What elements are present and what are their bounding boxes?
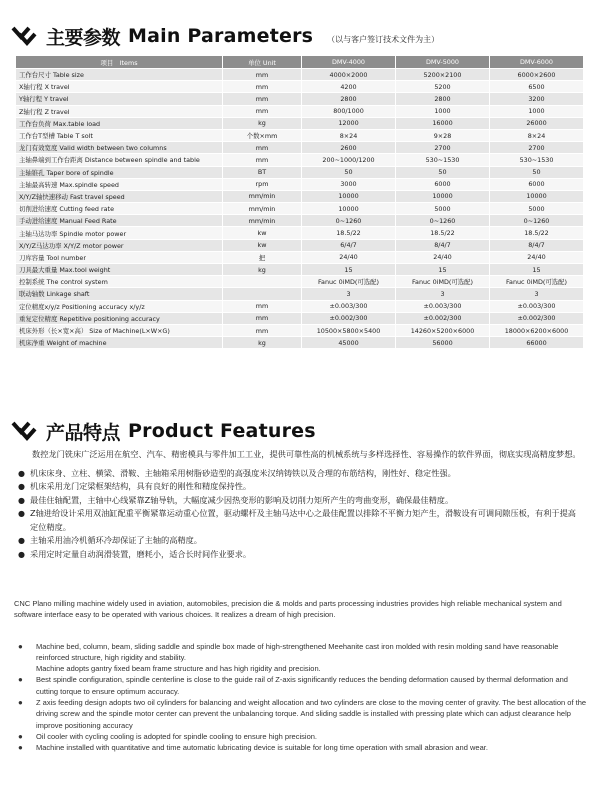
feature-text-cn: 机床床身、立柱、横梁、滑鞍、主轴箱采用树脂砂造型的高强度米汉纳铸铁以及合理的布筋结构，刚性好、稳定性强。	[30, 467, 456, 478]
table-cell: 15	[396, 264, 490, 276]
table-row	[16, 117, 584, 129]
table-cell	[223, 288, 302, 300]
list-item	[14, 534, 584, 548]
table-cell: rpm	[223, 178, 302, 190]
table-header-row	[16, 56, 584, 69]
table-cell: ±0.002/300	[302, 312, 396, 324]
bullet-icon: ●	[18, 641, 23, 651]
table-cell: 18.5/22	[396, 227, 490, 239]
table-cell: 45000	[302, 337, 396, 349]
table-cell: mm	[223, 81, 302, 93]
row-label: 定位精度x/y/z Positioning accuracy x/y/z	[16, 300, 223, 312]
table-row	[16, 81, 584, 93]
row-label: X/Y/Z轴快速移动 Fast travel speed	[16, 190, 223, 202]
table-cell: 把	[223, 251, 302, 263]
table-row	[16, 337, 584, 349]
table-cell: 0~1260	[396, 215, 490, 227]
table-cell: 6/4/7	[302, 239, 396, 251]
table-cell: mm/min	[223, 190, 302, 202]
table-row	[16, 264, 584, 276]
table-cell: mm	[223, 324, 302, 336]
row-label: 刀具最大重量 Max.tool weight	[16, 264, 223, 276]
params-table	[15, 55, 584, 349]
feature-text-cn: Z轴进给设计采用双油缸配重平衡紧靠运动重心位置，驱动螺杆及主轴马达中心之最佳配置以排除不平衡力矩产生，滑鞍设有可调间隙压板，有利于提高定位精度。	[30, 508, 576, 532]
feature-text-cn: 最佳住轴配置，主轴中心线紧靠Z轴导轨，大幅度减少因热变形的影响及切削力矩所产生的弯曲变形，确保最佳精度。	[30, 494, 454, 505]
table-cell: 24/40	[396, 251, 490, 263]
bullet-icon: ●	[18, 675, 23, 685]
table-cell	[223, 276, 302, 288]
bullet-icon: ●	[18, 743, 23, 753]
table-cell: 1000	[396, 105, 490, 117]
features-cn	[14, 448, 584, 561]
table-cell: 3200	[490, 93, 584, 105]
table-row	[16, 190, 584, 202]
chevron-down-icon	[10, 25, 40, 47]
table-cell: mm	[223, 105, 302, 117]
table-cell: mm	[223, 69, 302, 81]
table-cell: 3000	[302, 178, 396, 190]
feature-text-en: Z axis feeding design adopts two oil cylinders for balancing and weight allocation and two cylinders are close to the moving center of gravity. The best allocation of the driving screw and the spindle motor center can prevent the unbalancing torque. And sliding saddle is installed with pressing plate which can adjust clearance help improve positioning accuracy	[36, 698, 587, 730]
table-row	[16, 105, 584, 117]
table-body	[16, 69, 584, 349]
feature-text-cn: 采用定时定量自动润滑装置，磨耗小，适合长时间作业要求。	[30, 548, 252, 559]
column-header: DMV-5000	[396, 56, 490, 69]
table-cell: 4200	[302, 81, 396, 93]
feature-text-en: Machine installed with quantitative and time automatic lubricating device is suitable for long time operation with small abrasion and wear.	[36, 743, 488, 753]
table-cell: 26000	[490, 117, 584, 129]
table-cell: 5200×2100	[396, 69, 490, 81]
table-cell: 10000	[396, 190, 490, 202]
bullet-icon: ●	[18, 468, 25, 478]
table-cell: 15	[302, 264, 396, 276]
table-cell: mm	[223, 154, 302, 166]
table-cell: 5200	[396, 81, 490, 93]
features-title-cn: 产品特点	[46, 421, 121, 444]
features-title-en: Product Features	[128, 420, 316, 442]
row-label: 主轴最高转速 Max.spindle speed	[16, 178, 223, 190]
feature-text-en: Oil cooler with cycling cooling is adopted for spindle cooling to ensure high precision.	[36, 731, 317, 741]
feature-text-en: Machine bed, column, beam, sliding saddle and spindle box made of high-strengthened Meehanite cast iron molded with resin molding sand have reasonable reinforced structure, high rigidity and stability. Machine adopts gantry fixed beam frame structure and has high rigidity and precision.	[36, 641, 559, 674]
table-cell: 6500	[490, 81, 584, 93]
features-header	[10, 416, 316, 446]
table-cell: 18.5/22	[302, 227, 396, 239]
table-cell: ±0.003/300	[396, 300, 490, 312]
chevron-down-icon	[10, 420, 40, 442]
table-cell: 12000	[302, 117, 396, 129]
list-item	[14, 494, 584, 508]
table-cell: 14260×5200×6000	[396, 324, 490, 336]
row-label: 工作台负荷 Max.table load	[16, 117, 223, 129]
row-label: Z轴行程 Z travel	[16, 105, 223, 117]
table-cell: 50	[396, 166, 490, 178]
table-cell: kg	[223, 264, 302, 276]
table-cell: ±0.002/300	[396, 312, 490, 324]
row-label: 主轴马达功率 Spindle motor power	[16, 227, 223, 239]
table-row	[16, 227, 584, 239]
features-intro-cn: 数控龙门铣床广泛运用在航空、汽车、精密模具与零件加工工业，提供可靠性高的机械系统与多样选择性、容易操作的软件界面，彻底实现高精度梦想。	[32, 449, 581, 459]
table-cell: 6000	[490, 178, 584, 190]
table-cell: 18.5/22	[490, 227, 584, 239]
bullet-icon: ●	[18, 536, 25, 545]
params-title-en: Main Parameters	[128, 25, 314, 47]
table-cell: 50	[302, 166, 396, 178]
table-cell: Fanuc 0iMD(可选配)	[302, 276, 396, 288]
row-label: 主轴鼻端到工作台距离 Distance between spindle and table	[16, 154, 223, 166]
table-cell: ±0.003/300	[302, 300, 396, 312]
feature-text-en: Best spindle configuration, spindle centerline is close to the guide rail of Z-axis significantly reduces the bending deformation caused by thermal deformation and cutting torque to ensure optimum accuracy.	[36, 675, 568, 696]
table-cell: mm	[223, 142, 302, 154]
table-cell: 5000	[396, 203, 490, 215]
table-cell: 2600	[302, 142, 396, 154]
table-cell: mm/min	[223, 203, 302, 215]
table-cell: BT	[223, 166, 302, 178]
table-cell: 6000×2600	[490, 69, 584, 81]
table-cell: 1000	[490, 105, 584, 117]
table-cell: 9×28	[396, 129, 490, 141]
params-note: （以与客户签订技术文件为主）	[327, 34, 440, 44]
table-cell: 3	[302, 288, 396, 300]
row-label: 主轴锥孔 Taper bore of spindle	[16, 166, 223, 178]
table-row	[16, 300, 584, 312]
features-list-cn	[14, 467, 584, 562]
table-row	[16, 69, 584, 81]
table-cell: ±0.002/300	[490, 312, 584, 324]
bullet-icon: ●	[18, 495, 25, 505]
list-item	[14, 548, 584, 562]
column-header: 项目 Items	[16, 56, 223, 69]
table-cell: 10000	[302, 190, 396, 202]
table-cell: 2700	[490, 142, 584, 154]
table-cell: mm	[223, 93, 302, 105]
table-cell: 24/40	[490, 251, 584, 263]
table-cell: 8×24	[490, 129, 584, 141]
bullet-icon: ●	[18, 482, 25, 491]
feature-text-cn: 机床采用龙门定梁框架结构，具有良好的刚性和精度保持性。	[30, 481, 252, 491]
table-cell: kw	[223, 227, 302, 239]
table-cell: 2800	[302, 93, 396, 105]
list-item	[14, 697, 589, 731]
table-cell: 8/4/7	[396, 239, 490, 251]
table-row	[16, 166, 584, 178]
row-label: 机床外形（长×宽×高） Size of Machine(L×W×G)	[16, 324, 223, 336]
table-cell: 10500×5800×5400	[302, 324, 396, 336]
features-intro-en: CNC Plano milling machine widely used in aviation, automobiles, precision die & molds and parts processing industries provides high reliable mechanical system and software interface easy to be operated with various choices. It realizes a dream of high precision.	[14, 599, 562, 620]
table-cell: 个数×mm	[223, 129, 302, 141]
table-cell: 10000	[302, 203, 396, 215]
params-header	[10, 21, 439, 51]
feature-text-cn: 主轴采用油冷机循环冷却保证了主轴的高精度。	[30, 535, 202, 545]
table-cell: 6000	[396, 178, 490, 190]
table-row	[16, 239, 584, 251]
table-cell: mm	[223, 300, 302, 312]
row-label: 重复定位精度 Repetitive positioning accuracy	[16, 312, 223, 324]
row-label: X/Y/Z马达功率 X/Y/Z motor power	[16, 239, 223, 251]
table-row	[16, 203, 584, 215]
row-label: 龙门有效宽度 Valid width between two columns	[16, 142, 223, 154]
table-cell: mm	[223, 312, 302, 324]
table-row	[16, 288, 584, 300]
list-item	[14, 742, 589, 753]
row-label: 控制系统 The control system	[16, 276, 223, 288]
table-cell: 50	[490, 166, 584, 178]
bullet-icon: ●	[18, 698, 23, 708]
params-title-cn: 主要参数	[46, 26, 121, 49]
table-cell: 16000	[396, 117, 490, 129]
list-item	[14, 731, 589, 742]
list-item	[14, 641, 589, 675]
column-header: DMV-6000	[490, 56, 584, 69]
table-row	[16, 215, 584, 227]
column-header: 单位 Unit	[223, 56, 302, 69]
bullet-icon: ●	[18, 509, 25, 518]
table-cell: kw	[223, 239, 302, 251]
row-label: 切削进给速度 Cutting feed rate	[16, 203, 223, 215]
table-cell: 2800	[396, 93, 490, 105]
table-cell: 5000	[490, 203, 584, 215]
table-cell: 8/4/7	[490, 239, 584, 251]
table-cell: 0~1260	[302, 215, 396, 227]
table-cell: 3	[396, 288, 490, 300]
table-cell: 200~1000/1200	[302, 154, 396, 166]
table-cell: 2700	[396, 142, 490, 154]
table-cell: kg	[223, 117, 302, 129]
row-label: 手动进给速度 Manual Feed Rate	[16, 215, 223, 227]
table-cell: Fanuc 0iMD(可选配)	[396, 276, 490, 288]
table-cell: 66000	[490, 337, 584, 349]
table-cell: 56000	[396, 337, 490, 349]
table-cell: 3	[490, 288, 584, 300]
table-cell: 8×24	[302, 129, 396, 141]
table-cell: 530~1530	[490, 154, 584, 166]
list-item	[14, 507, 584, 534]
table-row	[16, 312, 584, 324]
table-row	[16, 154, 584, 166]
table-row	[16, 129, 584, 141]
table-cell: kg	[223, 337, 302, 349]
row-label: 机床净重 Weight of machine	[16, 337, 223, 349]
table-cell: 4000×2000	[302, 69, 396, 81]
row-label: 刀库容量 Tool number	[16, 251, 223, 263]
table-cell: 10000	[490, 190, 584, 202]
table-row	[16, 178, 584, 190]
table-row	[16, 251, 584, 263]
table-row	[16, 276, 584, 288]
table-row	[16, 324, 584, 336]
table-cell: mm/min	[223, 215, 302, 227]
list-item	[14, 467, 584, 481]
row-label: 联动轴数 Linkage shaft	[16, 288, 223, 300]
table-cell: 530~1530	[396, 154, 490, 166]
row-label: Y轴行程 Y travel	[16, 93, 223, 105]
bullet-icon: ●	[18, 731, 23, 741]
list-item	[14, 674, 589, 697]
table-row	[16, 142, 584, 154]
table-cell: ±0.003/300	[490, 300, 584, 312]
bullet-icon: ●	[18, 549, 25, 559]
row-label: 工作台尺寸 Table size	[16, 69, 223, 81]
table-cell: 15	[490, 264, 584, 276]
table-cell: 0~1260	[490, 215, 584, 227]
table-cell: 24/40	[302, 251, 396, 263]
features-en	[14, 598, 589, 754]
row-label: X轴行程 X travel	[16, 81, 223, 93]
list-item	[14, 480, 584, 494]
features-list-en	[14, 641, 589, 754]
column-header: DMV-4000	[302, 56, 396, 69]
row-label: 工作台T型槽 Table T solt	[16, 129, 223, 141]
table-row	[16, 93, 584, 105]
table-cell: 18000×6200×6000	[490, 324, 584, 336]
table-cell: Fanuc 0iMD(可选配)	[490, 276, 584, 288]
table-cell: 800/1000	[302, 105, 396, 117]
